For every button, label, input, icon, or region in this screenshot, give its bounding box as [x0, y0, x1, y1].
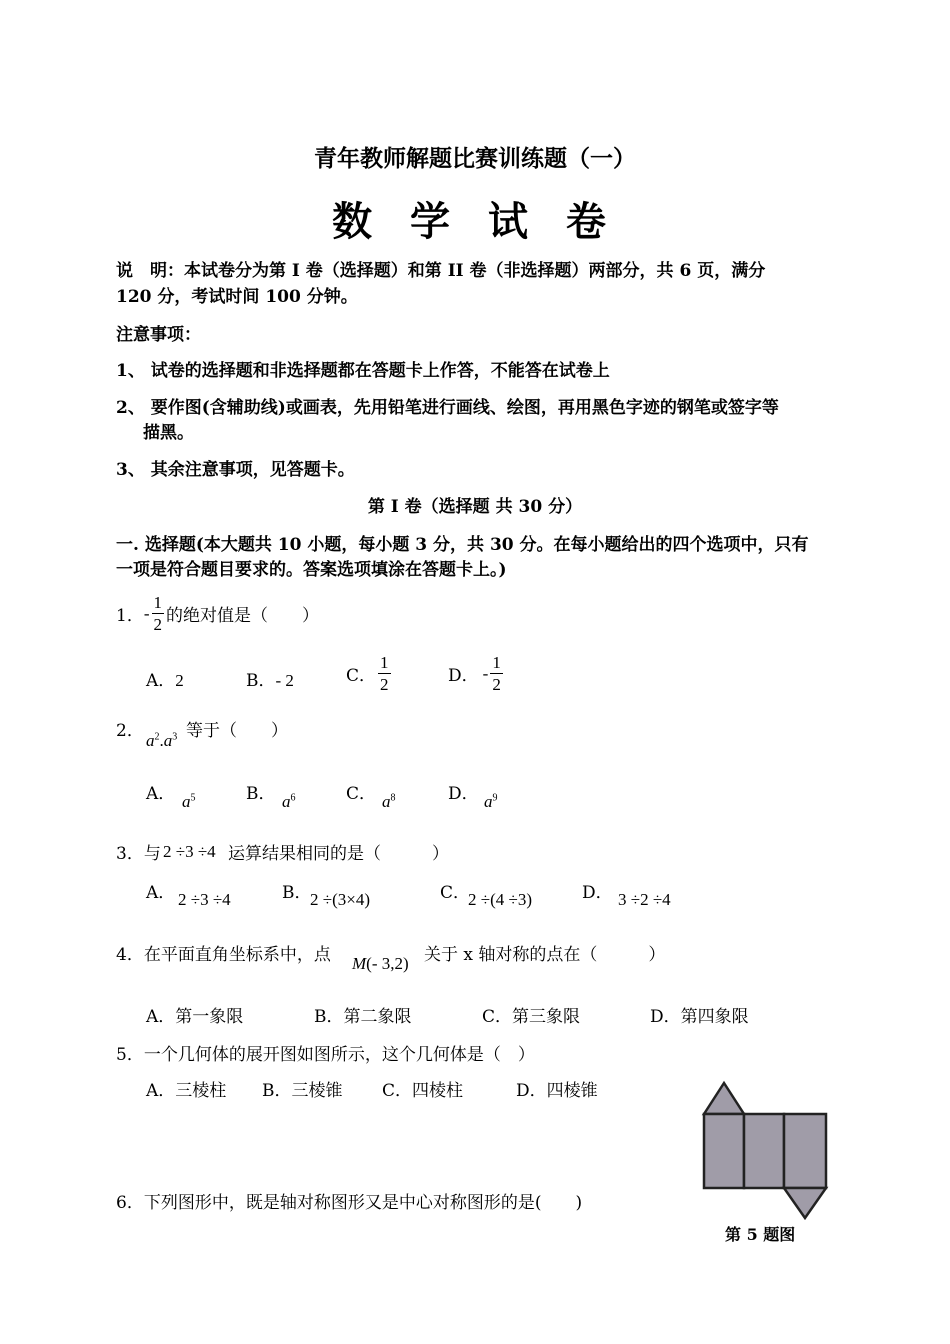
q2-option-b-value: $a^6$ — [282, 792, 296, 811]
q2-option-b-label: B． — [246, 784, 276, 804]
q5-option-c: C．四棱柱 — [382, 1081, 464, 1101]
q3-option-a-value: 2 ÷3 ÷4 — [178, 890, 231, 909]
q1-text: 的绝对值是（ ） — [166, 606, 319, 626]
note-item-1: 1、 试卷的选择题和非选择题都在答题卡上作答，不能答在试卷上 — [116, 361, 610, 381]
q4-option-c: C．第三象限 — [482, 1007, 581, 1027]
net-face-2 — [744, 1114, 784, 1188]
q4-option-b: B．第二象限 — [314, 1007, 412, 1027]
q1-fraction — [152, 594, 165, 633]
q5-option-b: B．三棱锥 — [262, 1081, 343, 1101]
q5-option-d: D．四棱锥 — [516, 1081, 598, 1101]
q1-frac-den: 2 — [153, 615, 162, 634]
intro-line-2: 120 分，考试时间 100 分钟。 — [116, 287, 358, 307]
intro-line-1: 说 明：本试卷分为第 I 卷（选择题）和第 II 卷（非选择题）两部分，共 6 页，满分 — [116, 261, 766, 281]
q3-option-d-label: D． — [582, 883, 613, 903]
net-face-1 — [704, 1114, 744, 1188]
q1-frac-num: 1 — [153, 593, 162, 612]
note-item-2-cont: 描黑。 — [143, 423, 194, 443]
note-item-2: 2、 要作图(含辅助线)或画表，先用铅笔进行画线、绘图，再用黑色字迹的钢笔或签字等 — [116, 398, 779, 418]
q4-number: 4．在平面直角坐标系中，点 — [116, 945, 331, 965]
q2-text: 等于（ ） — [186, 721, 288, 741]
q2-option-a-label: A． — [146, 784, 176, 804]
q4-option-d: D．第四象限 — [650, 1007, 749, 1027]
q2-option-a-value: $a^5$ — [182, 792, 196, 811]
net-bottom-triangle — [784, 1188, 826, 1218]
q2-number: 2． — [116, 721, 144, 741]
q3-option-c-value: 2 ÷(4 ÷3) — [468, 890, 532, 909]
q3-option-b-value: 2 ÷(3×4) — [310, 890, 370, 909]
q6-text: 6．下列图形中，既是轴对称图形又是中心对称图形的是( ) — [116, 1193, 583, 1213]
q2-option-c-label: C． — [346, 784, 377, 804]
question-1 — [116, 594, 319, 633]
q5-figure-caption: 第 5 题图 — [725, 1225, 796, 1244]
q2-expression: $a^2.a^3$ — [146, 731, 178, 750]
note-item-3: 3、 其余注意事项，见答题卡。 — [116, 460, 355, 480]
q4-text: 关于 x 轴对称的点在（ ） — [424, 945, 666, 965]
q1-number: 1． — [116, 606, 144, 626]
q4-point: M(- 3,2) — [352, 954, 409, 973]
q5-text: 5．一个几何体的展开图如图所示，这个几何体是（ ） — [116, 1045, 535, 1065]
notes-heading: 注意事项： — [116, 325, 201, 345]
section-title: 第 I 卷（选择题 共 30 分） — [367, 497, 583, 517]
section-desc-2: 一项是符合题目要求的。答案选项填涂在答题卡上。) — [116, 560, 507, 580]
q2-option-d-label: D． — [448, 784, 479, 804]
q4-option-a: A．第一象限 — [146, 1007, 244, 1027]
q3-option-d-value: 3 ÷2 ÷4 — [618, 890, 671, 909]
q3-option-c-label: C． — [440, 883, 471, 903]
exam-title: 数 学 试 卷 — [332, 198, 618, 245]
q1-neg: - — [143, 603, 150, 623]
q2-option-d-value: $a^9$ — [484, 792, 498, 811]
q1-option-d: D． - $\frac{1}{2}$ — [448, 653, 501, 694]
net-shapes — [704, 1083, 826, 1218]
q3-expression: 2 ÷3 ÷4 — [163, 842, 216, 861]
q1-option-c: C． $\frac{1}{2}$ — [346, 653, 389, 694]
q1-option-a: A．2 — [146, 671, 184, 691]
q3-option-b-label: B． — [282, 883, 312, 903]
net-top-triangle — [704, 1083, 744, 1114]
q5-net-figure — [700, 1080, 830, 1220]
q3-text: 运算结果相同的是（ ） — [228, 844, 449, 864]
exam-subtitle: 青年教师解题比赛训练题（一） — [314, 145, 636, 172]
q3-number: 3．与 — [116, 844, 161, 864]
q2-option-c-value: $a^8$ — [382, 792, 396, 811]
q1-option-b: B．- 2 — [246, 671, 294, 691]
q3-option-a-label: A． — [146, 883, 176, 903]
q5-option-a: A．三棱柱 — [146, 1081, 227, 1101]
section-desc-1: 一. 选择题(本大题共 10 小题，每小题 3 分，共 30 分。在每小题给出的四个选项中，只有 — [116, 535, 809, 555]
net-face-3 — [784, 1114, 826, 1188]
